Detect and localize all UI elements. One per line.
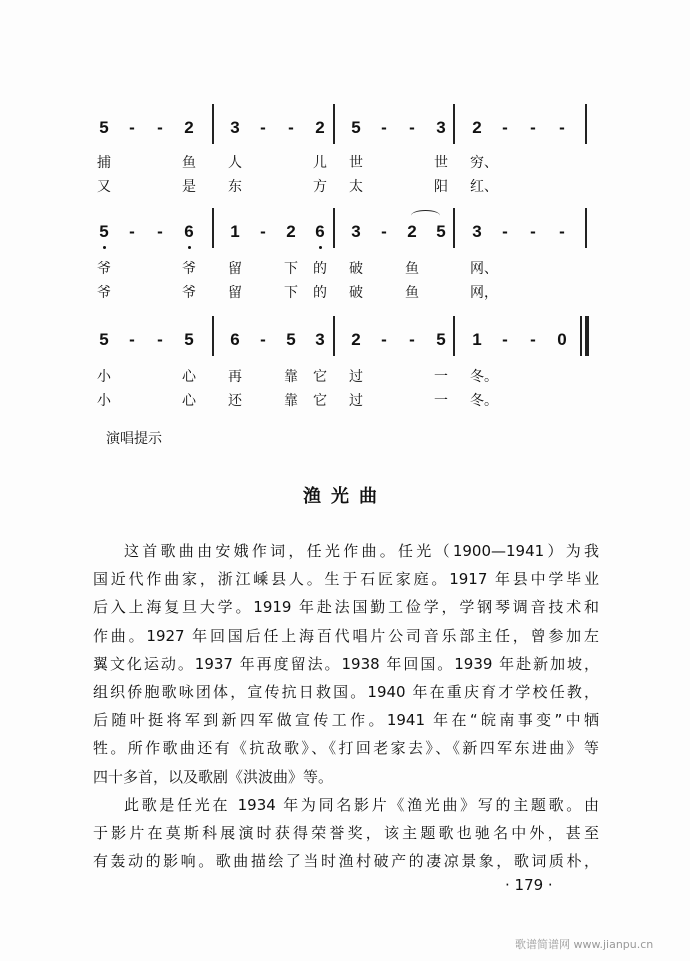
lyric-syllable: 世: [349, 155, 363, 171]
barline: [453, 316, 455, 356]
dash-note: -: [129, 330, 135, 349]
note: 3: [436, 118, 446, 137]
lyric-syllable: 又: [97, 179, 111, 195]
octave-dot-below: [188, 246, 191, 249]
lyric-syllable: 留: [228, 261, 242, 277]
paragraph-line: 此歌是任光在 1934 年为同名影片《渔光曲》写的主题歌。由: [124, 795, 599, 814]
note: 3: [351, 222, 361, 241]
note: 2: [351, 330, 361, 349]
octave-dot-below: [319, 246, 322, 249]
barline: [585, 104, 587, 144]
note: 2: [184, 118, 194, 137]
lyric-syllable: 还: [228, 393, 242, 409]
note: 3: [315, 330, 325, 349]
lyric-syllable: 心: [182, 393, 196, 409]
lyric-syllable: 过: [349, 393, 363, 409]
lyric-syllable: 网，: [470, 285, 498, 301]
paragraph-line: 国近代作曲家，浙江嵊县人。生于石匠家庭。1917 年县中学毕业: [93, 570, 599, 589]
paragraph-line: 牲。所作歌曲还有《抗敌歌》、《打回老家去》、《新四军东进曲》等: [93, 739, 599, 758]
dash-note: -: [157, 330, 163, 349]
note: 2: [472, 118, 482, 137]
dash-note: -: [129, 222, 135, 241]
lyric-syllable: 靠: [284, 393, 298, 409]
lyric-syllable: 靠: [284, 369, 298, 385]
lyric-syllable: 儿: [313, 155, 327, 171]
note: 2: [286, 222, 296, 241]
note: 5: [99, 330, 109, 349]
paragraph-line: 有轰动的影响。歌曲描绘了当时渔村破产的凄凉景象，歌词质朴，: [93, 852, 599, 871]
note: 5: [99, 222, 109, 241]
lyric-syllable: 穷、: [470, 155, 498, 171]
barline: [212, 316, 214, 356]
note: 5: [436, 222, 446, 241]
slur: [411, 210, 440, 221]
note: 1: [472, 330, 482, 349]
lyric-syllable: 是: [182, 179, 196, 195]
note: 1: [230, 222, 240, 241]
dash-note: -: [381, 118, 387, 137]
note: 2: [407, 222, 417, 241]
lyric-syllable: 人: [228, 155, 242, 171]
barline: [333, 208, 335, 248]
dash-note: -: [260, 330, 266, 349]
lyric-syllable: 一: [434, 393, 448, 409]
note: 5: [184, 330, 194, 349]
lyric-syllable: 破: [349, 285, 363, 301]
dash-note: -: [381, 222, 387, 241]
lyric-syllable: 过: [349, 369, 363, 385]
lyric-syllable: 爷: [97, 285, 111, 301]
lyric-syllable: 的: [313, 285, 327, 301]
octave-dot-below: [103, 246, 106, 249]
barline: [453, 208, 455, 248]
dash-note: -: [502, 118, 508, 137]
barline: [212, 104, 214, 144]
lyric-syllable: 小: [97, 369, 111, 385]
barline: [212, 208, 214, 248]
paragraph-line: 后随叶挺将军到新四军做宣传工作。1941 年在“皖南事变”中牺: [93, 711, 599, 730]
dash-note: -: [559, 222, 565, 241]
dash-note: -: [502, 222, 508, 241]
article-title: 渔光曲: [303, 486, 387, 507]
note: 6: [230, 330, 240, 349]
paragraph-line: 四十多首，以及歌剧《洪波曲》等。: [93, 767, 334, 786]
lyric-syllable: 爷: [182, 285, 196, 301]
lyric-syllable: 世: [434, 155, 448, 171]
lyric-syllable: 鱼: [182, 155, 196, 171]
note: 0: [557, 330, 567, 349]
paragraph-line: 组织侨胞歌咏团体，宣传抗日救国。1940 年在重庆育才学校任教，: [93, 683, 599, 701]
dash-note: -: [502, 330, 508, 349]
lyric-syllable: 爷: [97, 261, 111, 277]
paragraph-line: 这首歌曲由安娥作词，任光作曲。任光（1900—1941）为我: [124, 542, 599, 560]
lyric-syllable: 太: [349, 179, 363, 195]
final-barline-thin: [580, 316, 582, 356]
lyric-syllable: 红、: [470, 179, 498, 195]
lyric-syllable: 方: [313, 179, 327, 195]
lyric-syllable: 冬。: [470, 369, 498, 385]
dash-note: -: [409, 330, 415, 349]
barline: [585, 208, 587, 248]
lyric-syllable: 再: [228, 369, 242, 385]
barline: [333, 104, 335, 144]
note: 5: [436, 330, 446, 349]
lyric-syllable: 破: [349, 261, 363, 277]
section-heading-performance-tips: 演唱提示: [106, 431, 162, 447]
paragraph-line: 于影片在莫斯科展演时获得荣誉奖，该主题歌也驰名中外，甚至: [93, 824, 599, 842]
lyric-syllable: 留: [228, 285, 242, 301]
lyric-syllable: 它: [313, 369, 327, 385]
lyric-syllable: 心: [182, 369, 196, 385]
final-barline-thick: [585, 316, 589, 356]
lyric-syllable: 捕: [97, 155, 111, 171]
paragraph-line: 翼文化运动。1937 年再度留法。1938 年回国。1939 年赴新加坡，: [93, 654, 599, 673]
dash-note: -: [530, 118, 536, 137]
lyric-syllable: 鱼: [405, 261, 419, 277]
lyric-syllable: 它: [313, 393, 327, 409]
lyric-syllable: 冬。: [470, 393, 498, 409]
lyric-syllable: 阳: [434, 179, 448, 195]
note: 3: [472, 222, 482, 241]
lyric-syllable: 一: [434, 369, 448, 385]
dash-note: -: [559, 118, 565, 137]
note: 5: [286, 330, 296, 349]
dash-note: -: [260, 118, 266, 137]
dash-note: -: [409, 118, 415, 137]
page-number: · 179 ·: [505, 876, 553, 894]
dash-note: -: [260, 222, 266, 241]
note: 5: [99, 118, 109, 137]
barline: [333, 316, 335, 356]
note: 6: [184, 222, 194, 241]
note: 6: [315, 222, 325, 241]
note: 2: [315, 118, 325, 137]
dash-note: -: [288, 118, 294, 137]
dash-note: -: [157, 118, 163, 137]
paragraph-line: 作曲。1927 年回国后任上海百代唱片公司音乐部主任，曾参加左: [93, 626, 599, 645]
paragraph-line: 后入上海复旦大学。1919 年赴法国勤工俭学，学钢琴调音技术和: [93, 598, 599, 617]
dash-note: -: [157, 222, 163, 241]
dash-note: -: [129, 118, 135, 137]
barline: [453, 104, 455, 144]
lyric-syllable: 东: [228, 179, 242, 195]
watermark: 歌谱简谱网 www.jianpu.cn: [515, 938, 654, 951]
note: 5: [351, 118, 361, 137]
lyric-syllable: 鱼: [405, 285, 419, 301]
dash-note: -: [530, 222, 536, 241]
dash-note: -: [381, 330, 387, 349]
lyric-syllable: 的: [313, 261, 327, 277]
note: 3: [230, 118, 240, 137]
lyric-syllable: 下: [284, 261, 298, 277]
lyric-syllable: 网、: [470, 261, 498, 277]
dash-note: -: [530, 330, 536, 349]
lyric-syllable: 下: [284, 285, 298, 301]
lyric-syllable: 小: [97, 393, 111, 409]
lyric-syllable: 爷: [182, 261, 196, 277]
